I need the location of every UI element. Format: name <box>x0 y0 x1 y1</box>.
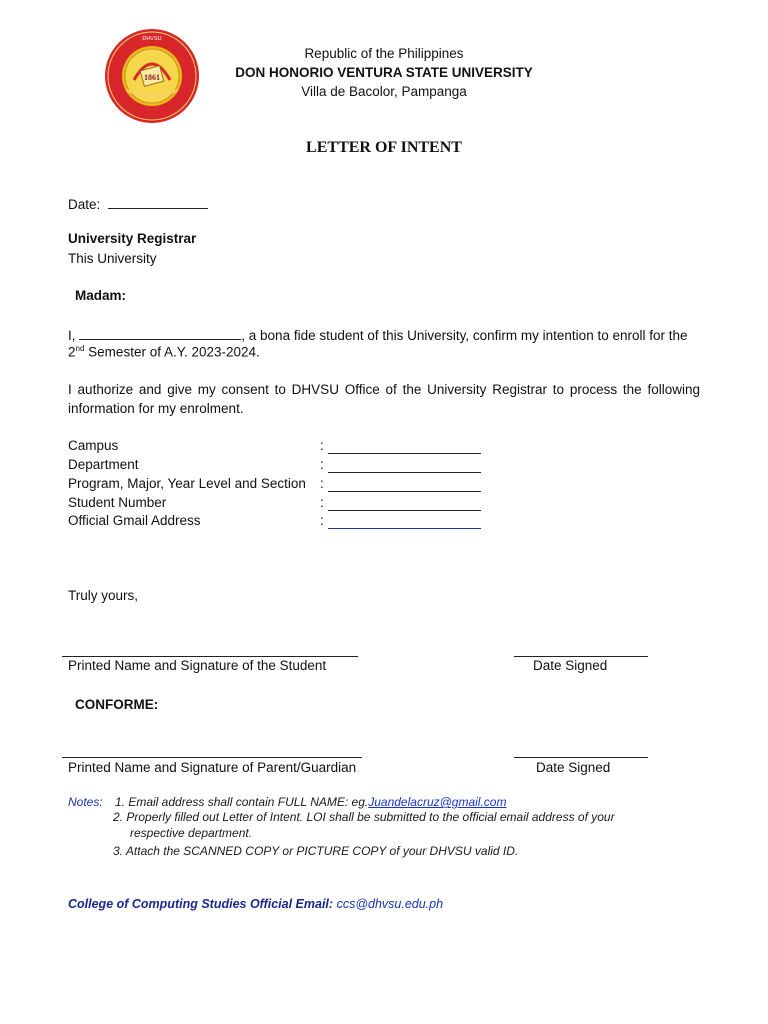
field-label-program: Program, Major, Year Level and Section <box>68 476 306 491</box>
addressee-name: University Registrar <box>68 231 197 246</box>
field-label-student-number: Student Number <box>68 495 167 510</box>
date-label: Date: <box>68 197 101 212</box>
field-label-gmail: Official Gmail Address <box>68 513 201 528</box>
note-1: 1. Email address shall contain FULL NAME: eg.Juandelacruz@gmail.com <box>115 795 507 809</box>
letter-title: LETTER OF INTENT <box>306 139 462 156</box>
note-2-line2: respective department. <box>130 826 253 840</box>
footer-email-address[interactable]: ccs@dhvsu.edu.ph <box>336 897 444 911</box>
student-date-line[interactable] <box>514 656 648 657</box>
student-name-blank[interactable] <box>79 325 241 340</box>
footer-email-row <box>68 897 443 911</box>
paragraph-consent-line2: information for my enrolment. <box>68 401 244 416</box>
student-date-label: Date Signed <box>533 658 608 673</box>
salutation: Madam: <box>75 288 127 303</box>
notes-label: Notes: <box>68 795 103 809</box>
field-colon: : <box>320 495 324 510</box>
parent-date-line[interactable] <box>514 757 648 758</box>
parent-signature-label: Printed Name and Signature of Parent/Guardian <box>68 760 357 775</box>
paragraph-intent-line2: 2nd Semester of A.Y. 2023-2024. <box>68 344 260 360</box>
gmail-blank[interactable] <box>328 528 481 529</box>
paragraph-consent-line1: I authorize and give my consent to DHVSU Office of the University Registrar to process the following <box>68 382 700 397</box>
field-label-campus: Campus <box>68 438 119 453</box>
svg-text:1861: 1861 <box>144 73 160 82</box>
campus-blank[interactable] <box>328 453 481 454</box>
date-blank[interactable] <box>108 194 208 209</box>
conforme-heading: CONFORME: <box>75 697 159 712</box>
header-address: Villa de Bacolor, Pampanga <box>301 84 467 99</box>
svg-text:DHVSU: DHVSU <box>142 36 162 42</box>
parent-date-label: Date Signed <box>536 760 611 775</box>
student-signature-label: Printed Name and Signature of the Student <box>68 658 327 673</box>
department-blank[interactable] <box>328 472 481 473</box>
header-republic: Republic of the Philippines <box>304 46 464 61</box>
header-university-name: DON HONORIO VENTURA STATE UNIVERSITY <box>235 65 533 80</box>
field-colon: : <box>320 476 324 491</box>
closing: Truly yours, <box>68 588 139 603</box>
field-colon: : <box>320 438 324 453</box>
student-number-blank[interactable] <box>328 510 481 511</box>
note-3: 3. Attach the SCANNED COPY or PICTURE COPY of your DHVSU valid ID. <box>113 844 519 858</box>
student-signature-line[interactable] <box>62 656 358 657</box>
addressee-org: This University <box>68 251 157 266</box>
field-colon: : <box>320 513 324 528</box>
date-row <box>68 194 208 212</box>
parent-signature-line[interactable] <box>62 757 362 758</box>
field-label-department: Department <box>68 457 139 472</box>
footer-email-label: College of Computing Studies Official Email: <box>68 897 334 911</box>
note-2-line1: 2. Properly filled out Letter of Intent. LOI shall be submitted to the official email address of your <box>113 810 615 824</box>
example-email-link[interactable]: Juandelacruz@gmail.com <box>368 795 507 809</box>
paragraph-intent-line1: I, , a bona fide student of this University, confirm my intention to enroll for the <box>68 325 702 343</box>
program-blank[interactable] <box>328 491 481 492</box>
field-colon: : <box>320 457 324 472</box>
